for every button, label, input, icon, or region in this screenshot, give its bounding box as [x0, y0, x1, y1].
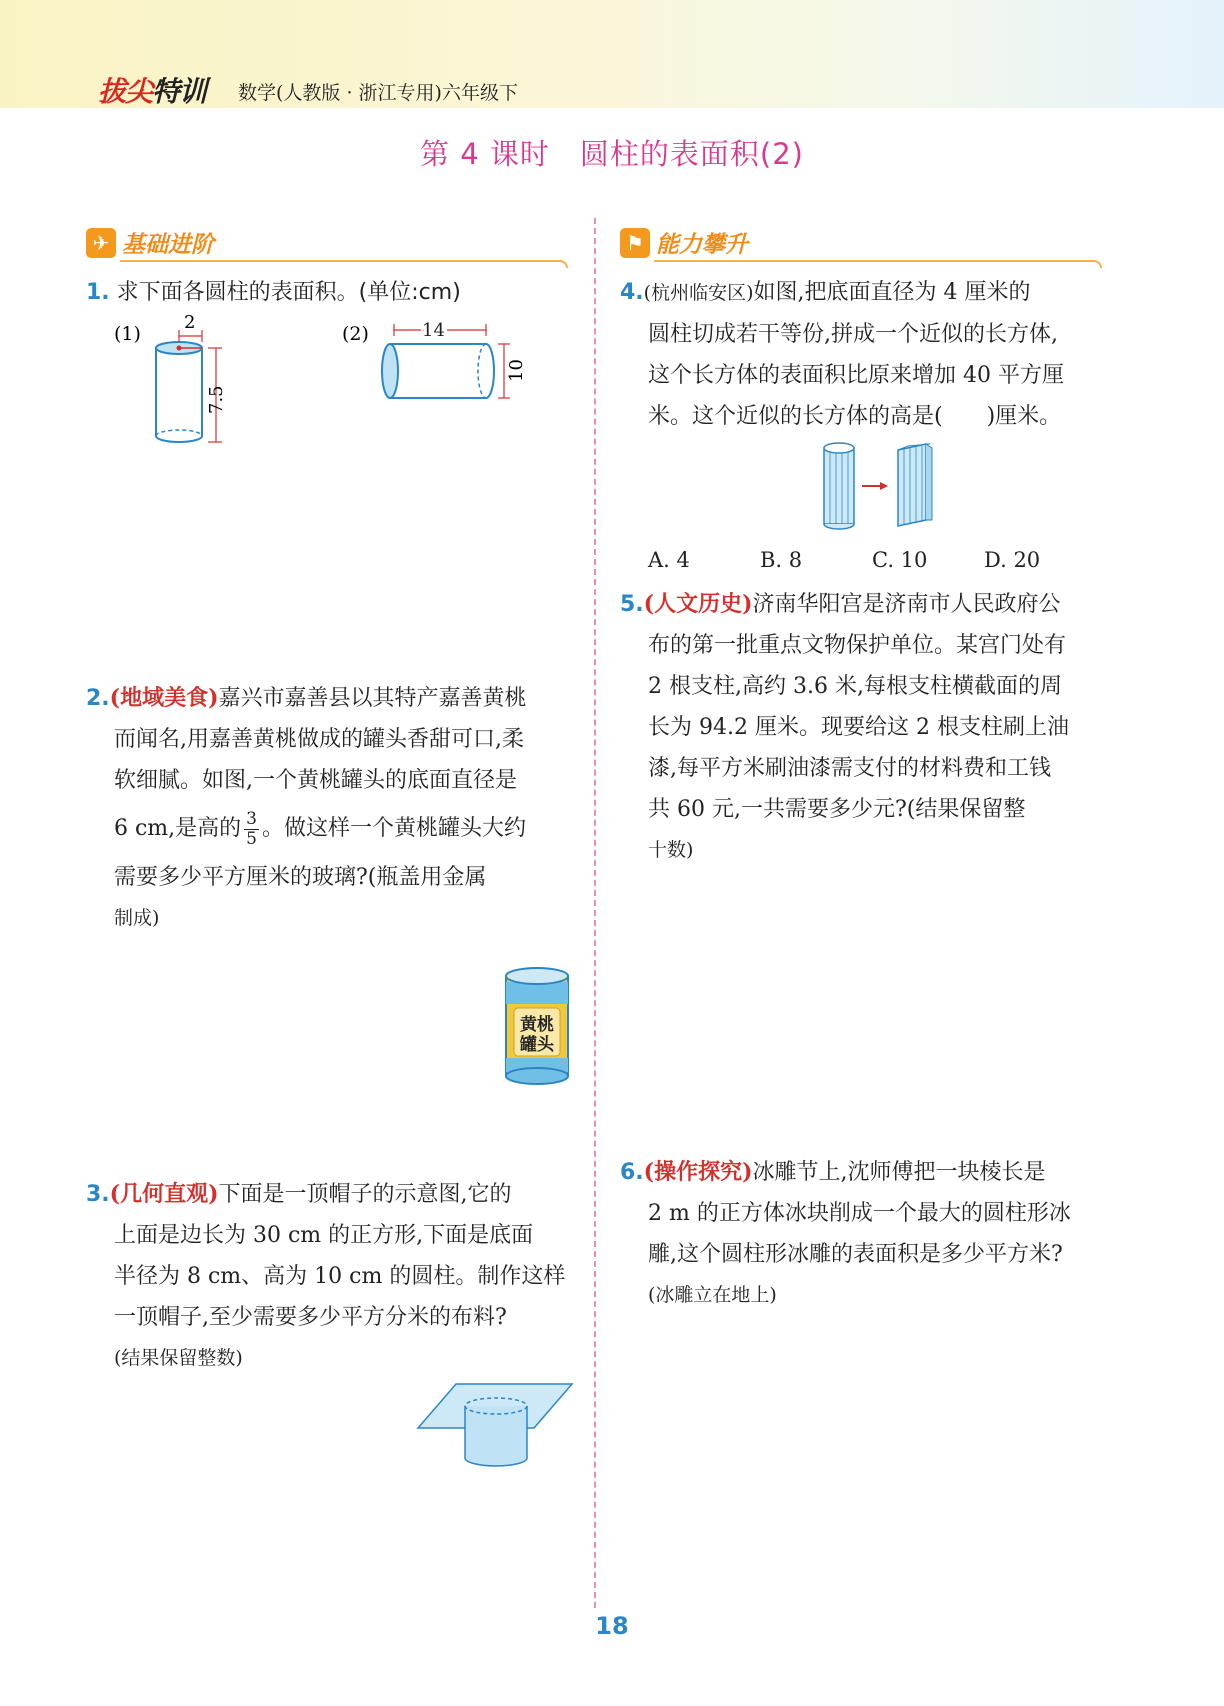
fig2-dim-top: 14: [422, 320, 445, 341]
option-c[interactable]: C. 10: [872, 548, 928, 572]
option-a[interactable]: A. 4: [648, 548, 690, 572]
question-source: (杭州临安区): [643, 282, 754, 304]
question-line: 半径为 8 cm、高为 10 cm 的圆柱。制作这样: [114, 1264, 566, 1289]
question-number: 3.: [86, 1182, 110, 1207]
question-line: 需要多少平方厘米的玻璃?(瓶盖用金属: [114, 865, 487, 890]
question-line: 米。这个近似的长方体的高是( )厘米。: [648, 404, 1062, 429]
can-label-line1: 黄桃: [520, 1015, 554, 1035]
q1-figures: [104, 312, 527, 458]
question-1: [86, 272, 461, 313]
question-line: 雕,这个圆柱形冰雕的表面积是多少平方米?: [648, 1242, 1063, 1267]
question-number: 5.: [620, 592, 644, 617]
fig1-dim-side: 7.5: [206, 385, 227, 414]
question-line: 一顶帽子,至少需要多少平方分米的布料?: [114, 1305, 507, 1330]
question-line: 这个长方体的表面积比原来增加 40 平方厘: [648, 363, 1064, 388]
fig1-label: (1): [114, 323, 141, 345]
question-line: (冰雕立在地上): [648, 1284, 777, 1306]
brand-logo: 拔尖特训: [98, 75, 207, 108]
question-line: 冰雕节上,沈师傅把一块棱长是: [752, 1160, 1046, 1185]
question-line: 软细腻。如图,一个黄桃罐头的底面直径是: [114, 768, 517, 793]
question-tag: (几何直观): [109, 1181, 219, 1207]
section-basic: [86, 222, 568, 262]
question-line: 长为 94.2 厘米。现要给这 2 根支柱刷上油: [648, 715, 1069, 740]
question-line: 圆柱切成若干等份,拼成一个近似的长方体,: [648, 322, 1058, 347]
climber-icon: ⚑: [620, 228, 650, 258]
page-number: 18: [595, 1612, 629, 1640]
question-tag: (地域美食): [109, 685, 219, 711]
question-line: 共 60 元,一共需要多少元?(结果保留整: [648, 797, 1026, 822]
fig1-dim-top: 2: [184, 312, 196, 333]
section-title: 能力攀升: [656, 232, 748, 258]
runner-icon: ✈: [86, 228, 116, 258]
can-label-line2: 罐头: [520, 1035, 554, 1055]
question-number: 1.: [86, 280, 110, 305]
question-line: 漆,每平方米刷油漆需支付的材料费和工钱: [648, 756, 1051, 781]
fraction: $\frac{3}{5}$: [246, 808, 257, 849]
question-tag: (操作探究): [643, 1159, 753, 1185]
question-line: 2 m 的正方体冰块削成一个最大的圆柱形冰: [648, 1201, 1071, 1226]
question-5: [620, 584, 1110, 871]
question-line: 而闻名,用嘉善黄桃做成的罐头香甜可口,柔: [114, 727, 524, 752]
question-line: 2 根支柱,高约 3.6 米,每根支柱横截面的周: [648, 674, 1062, 699]
question-text: 求下面各圆柱的表面积。(单位:cm): [116, 280, 461, 305]
question-tag: (人文历史): [643, 591, 753, 617]
question-2: [86, 678, 576, 939]
question-number: 6.: [620, 1160, 644, 1185]
question-line: 上面是边长为 30 cm 的正方形,下面是底面: [114, 1223, 534, 1248]
column-divider: [594, 218, 596, 1608]
question-line: 十数): [648, 839, 694, 861]
fig2-label: (2): [342, 323, 369, 345]
section-advanced: [620, 222, 1102, 262]
section-title: 基础进阶: [122, 232, 214, 258]
question-line: 济南华阳宫是济南市人民政府公: [752, 592, 1061, 617]
question-line: 下面是一顶帽子的示意图,它的: [218, 1182, 512, 1207]
fig2-dim-side: 10: [506, 359, 527, 382]
question-number: 4.: [620, 280, 644, 305]
option-b[interactable]: B. 8: [760, 548, 803, 572]
cylinder-to-cuboid-diagram: [818, 440, 934, 532]
question-line: 布的第一批重点文物保护单位。某宫门处有: [648, 633, 1067, 658]
lesson-title: 第 4 课时 圆柱的表面积(2): [420, 137, 804, 171]
question-line: 6 cm,是高的: [114, 816, 242, 841]
hat-diagram: [418, 1382, 576, 1468]
peach-can-image: [500, 962, 574, 1090]
question-number: 2.: [86, 686, 110, 711]
question-line: 如图,把底面直径为 4 厘米的: [753, 280, 1031, 305]
page-header: [0, 0, 1224, 108]
question-line: (结果保留整数): [114, 1347, 243, 1369]
question-3: [86, 1174, 576, 1379]
cylinder-figure-2: [382, 324, 510, 398]
question-line: 制成): [114, 907, 160, 929]
option-d[interactable]: D. 20: [984, 548, 1041, 572]
question-line: 嘉兴市嘉善县以其特产嘉善黄桃: [218, 686, 527, 711]
question-4: [620, 272, 1110, 437]
book-title: 数学(人教版 · 浙江专用)六年级下: [238, 82, 518, 104]
question-line: 。做这样一个黄桃罐头大约: [262, 816, 527, 841]
question-6: [620, 1152, 1110, 1316]
